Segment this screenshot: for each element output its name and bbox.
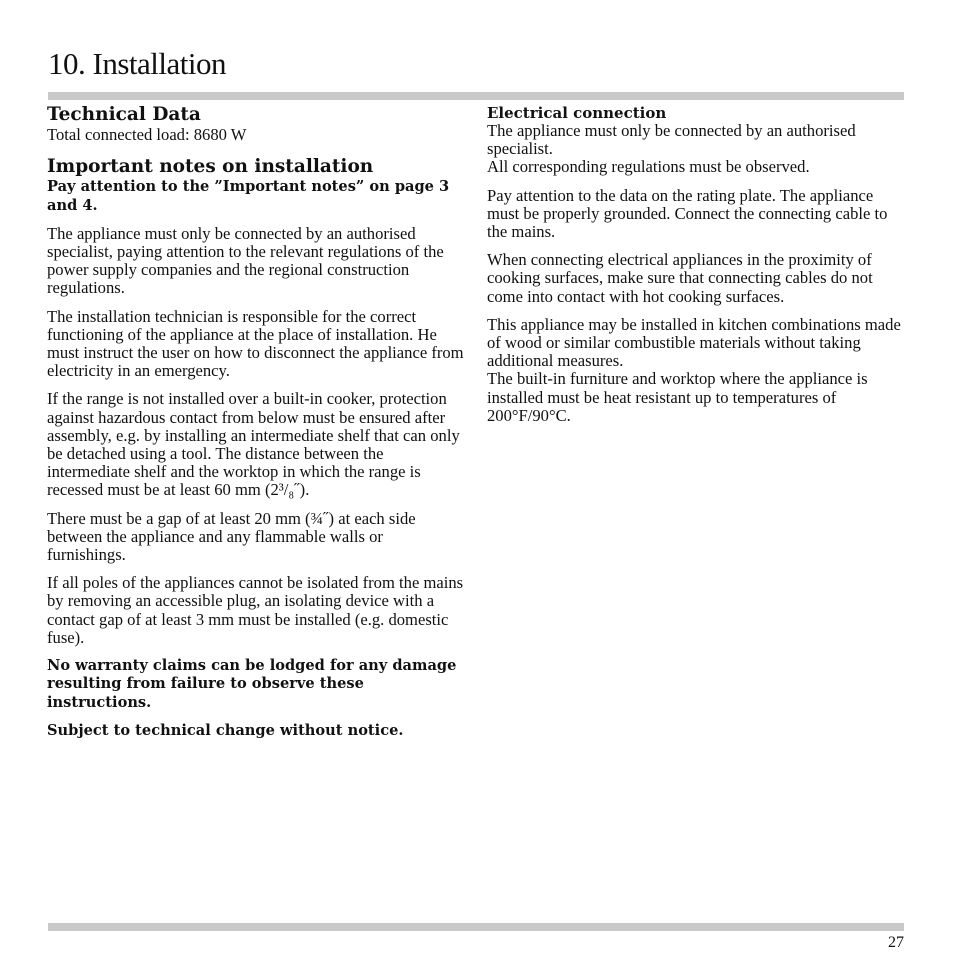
total-connected-load: Total connected load: 8680 W — [47, 125, 247, 144]
electrical-specialist-text: The appliance must only be connected by an authorised specialist. — [487, 121, 856, 159]
electrical-connection-heading: Electrical connection — [487, 104, 667, 122]
warranty-warning: No warranty claims can be lodged for any damage resulting from failure to observe these instructions. — [47, 657, 457, 711]
right-column — [487, 104, 907, 425]
heat-resistance-paragraph: The built-in furniture and worktop where the appliance is installed must be heat resistant up to temperatures of 200°F/90°C. — [487, 369, 868, 425]
header-divider — [48, 92, 904, 100]
note-paragraph: The appliance must only be connected by an authorised specialist, paying attention to the relevant regulations of the power supply companies and the regional construction regulations. — [47, 223, 444, 298]
kitchen-combination-paragraph: This appliance may be installed in kitchen combinations made of wood or similar combustible materials without taking additional measures. — [487, 314, 901, 371]
rating-plate-paragraph: Pay attention to the data on the rating plate. The appliance must be properly grounded. Connect the connecting cable to the mains. — [487, 185, 888, 242]
proximity-paragraph: When connecting electrical appliances in the proximity of cooking surfaces, make sure that connecting cables do not come into contact with hot cooking surfaces. — [487, 250, 873, 306]
left-column — [47, 104, 465, 740]
attention-note: Pay attention to the ”Important notes” on page 3 and 4. — [47, 178, 450, 214]
note-paragraph: There must be a gap of at least 20 mm (¾˝) at each side between the appliance and any flammable walls or furnishings. — [47, 508, 416, 565]
footer-divider — [48, 923, 904, 931]
note-paragraph: If the range is not installed over a built-in cooker, protection against hazardous contact from below must be ensured after assembly, e.g. by installing an intermediate shelf that can only be detached using a tool. The distance between the intermediate shelf and the worktop in which the range is recessed must be at least 60 mm (2³/₈˝). — [47, 389, 460, 500]
important-notes-heading: Important notes on installation — [47, 156, 374, 178]
note-paragraph: The installation technician is responsible for the correct functioning of the appliance at the place of installation. He must instruct the user on how to disconnect the appliance from electricity in an emergency. — [47, 306, 464, 381]
note-paragraph: If all poles of the appliances cannot be isolated from the mains by removing an accessible plug, an isolating device with a contact gap of at least 3 mm must be installed (e.g. domestic fuse). — [47, 573, 464, 647]
electrical-regulations-text: All corresponding regulations must be observed. — [487, 157, 810, 177]
technical-data-heading: Technical Data — [47, 104, 201, 125]
technical-change-notice: Subject to technical change without notice. — [47, 721, 404, 739]
page-title: 10. Installation — [48, 46, 226, 81]
page-number: 27 — [888, 934, 904, 951]
